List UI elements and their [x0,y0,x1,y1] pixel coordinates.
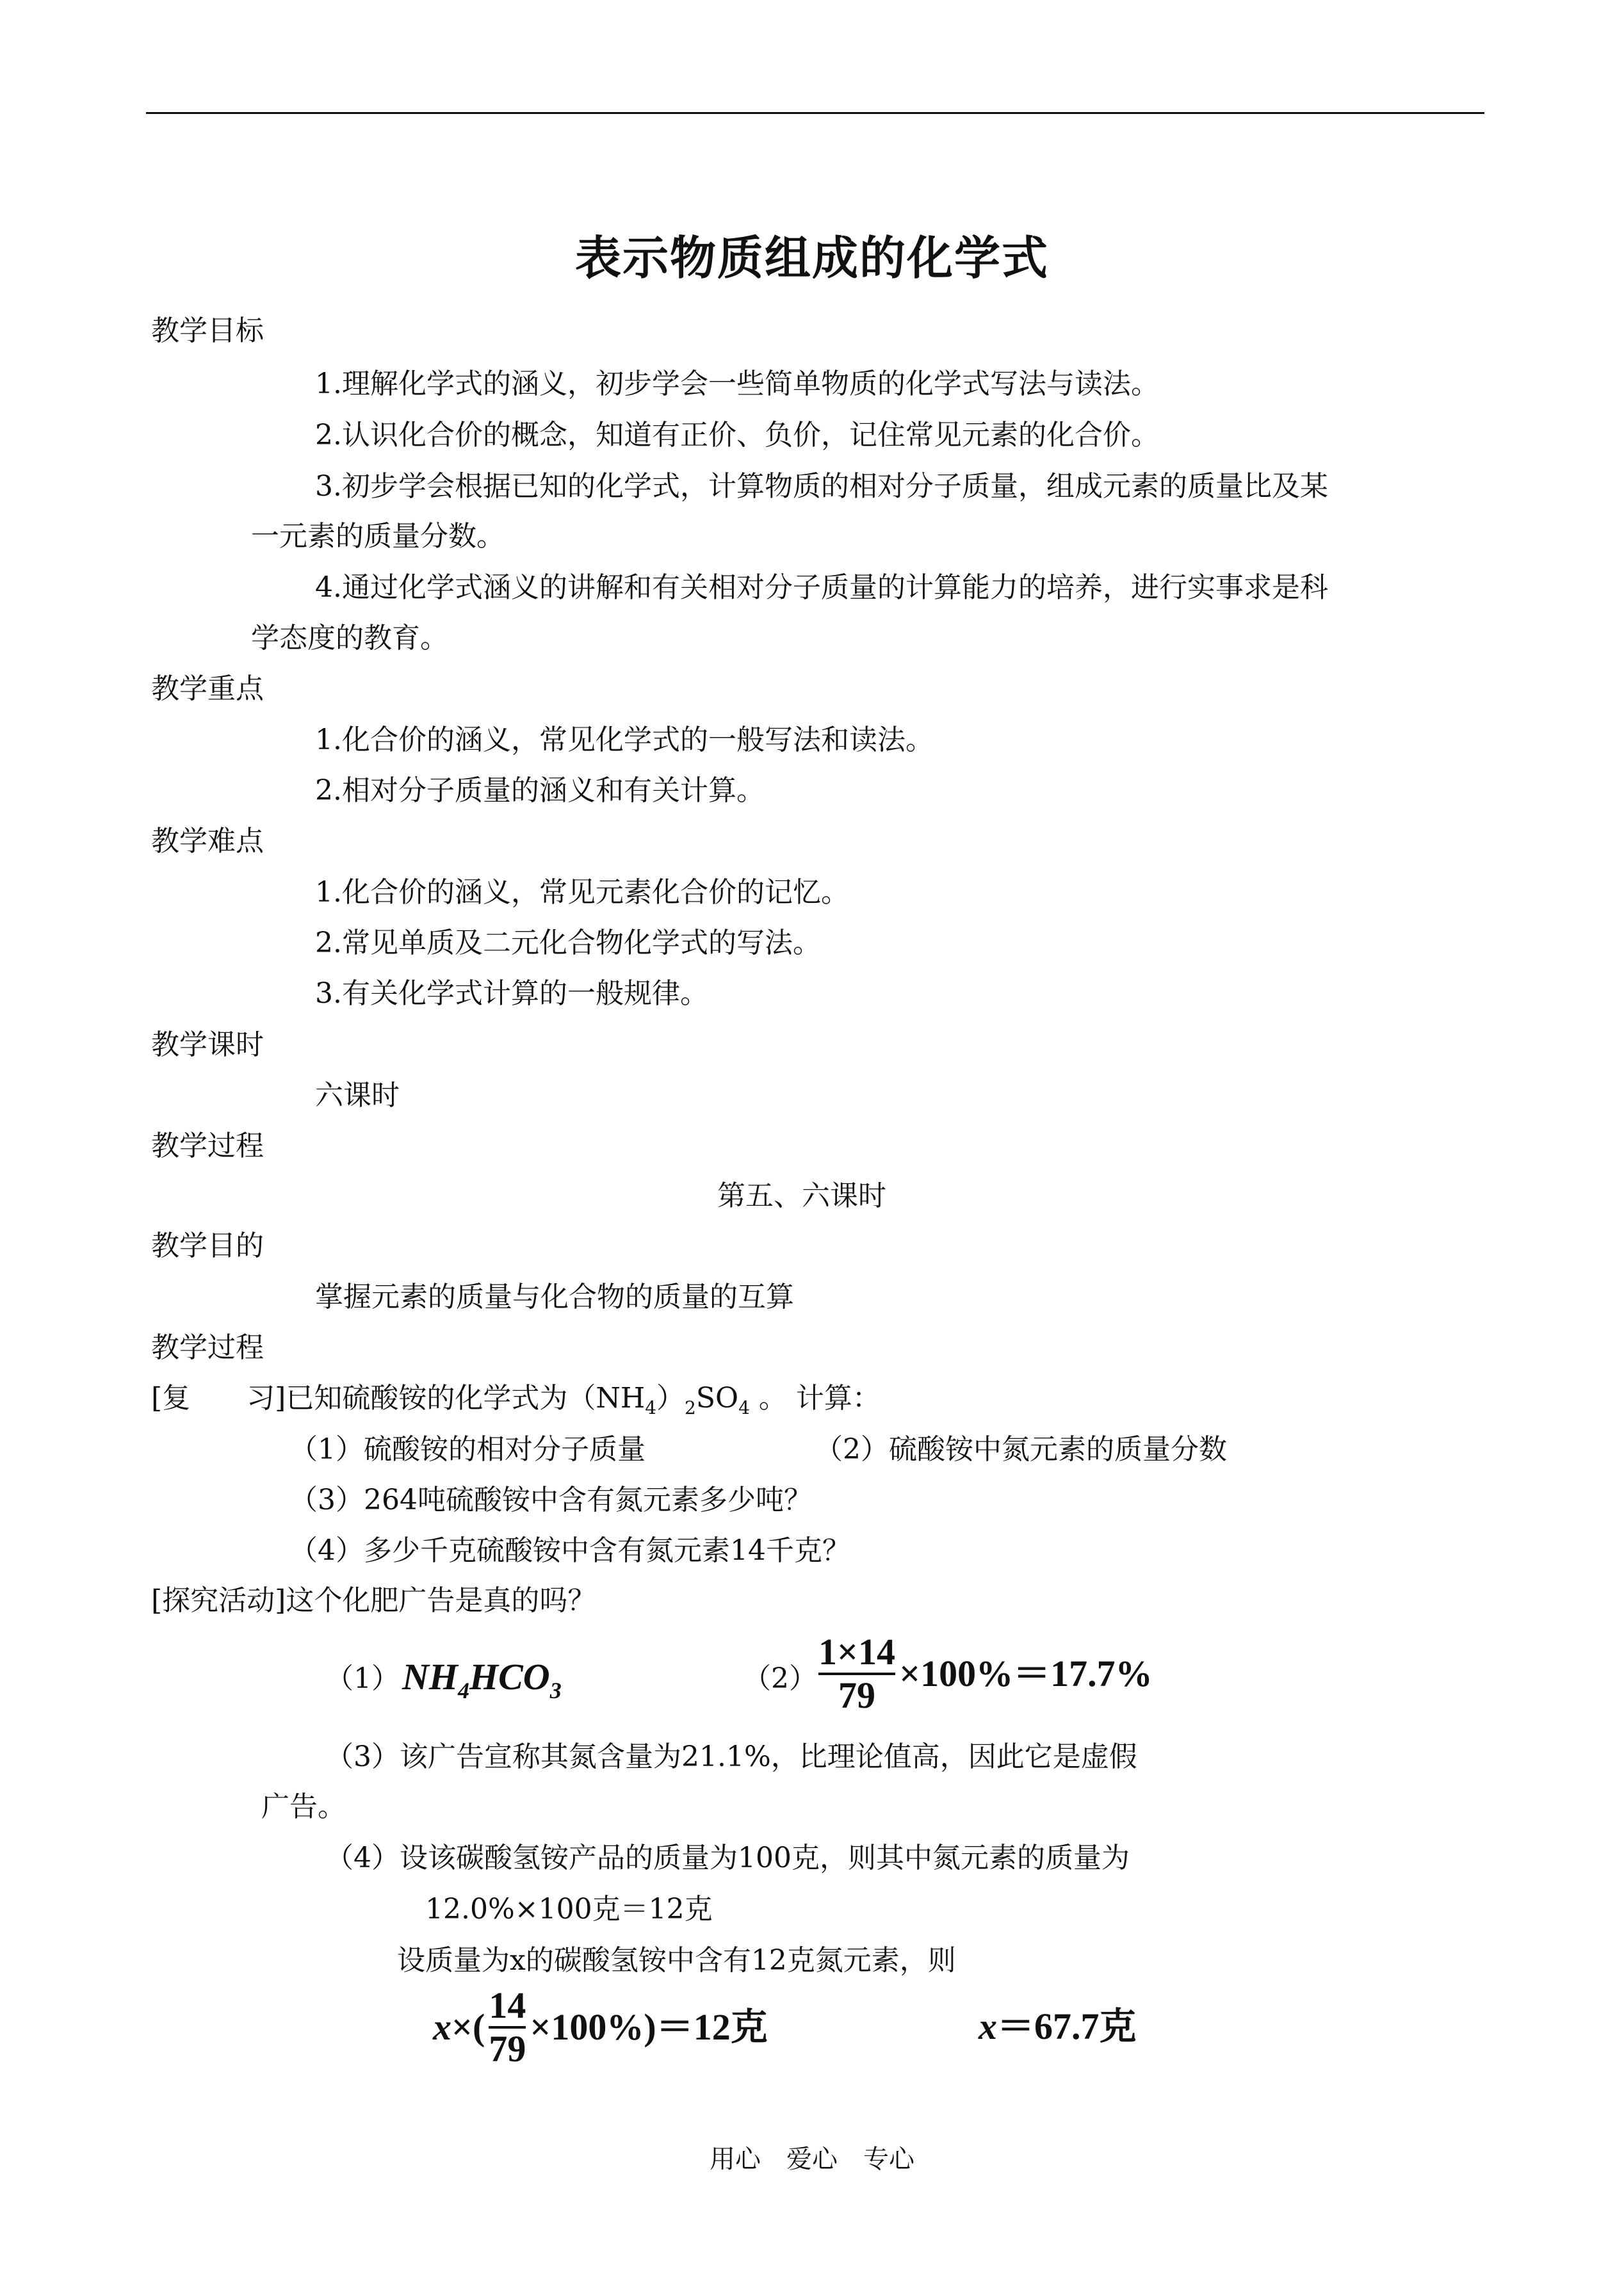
answer-2-numerator: 1×14 [818,1631,896,1673]
equation-2-x: x [978,2006,997,2047]
answer-2-rest: ×100%＝17.7% [899,1652,1153,1694]
answer-4-line-3: 设质量为x的碳酸氢铵中含有12克氮元素，则 [397,1944,956,1977]
process-heading: 教学过程 [151,1130,264,1162]
answer-3-line-2: 广告。 [261,1790,346,1823]
hours-heading: 教学课时 [151,1028,264,1061]
goal-item-3-cont: 一元素的质量分数。 [251,520,505,553]
equation-1-numerator: 14 [489,1984,526,2026]
review-question-4: （4）多少千克硫酸铵中含有氮元素14千克？ [289,1534,850,1567]
answer-2-label: （2） [743,1662,817,1695]
equation-1-fraction [489,1985,526,2070]
process2-heading: 教学过程 [151,1331,264,1364]
answer-1-formula [402,1658,562,1702]
review-question-3: （3）264吨硫酸铵中含有氮元素多少吨？ [289,1484,812,1516]
goals-heading: 教学目标 [151,314,264,347]
key-point-2: 2.相对分子质量的涵义和有关计算。 [315,774,765,807]
equation-1-post: ×100%)＝12克 [530,2006,768,2048]
difficulty-2: 2.常见单质及二元化合物化学式的写法。 [315,927,821,959]
review-sub-1: 4 [645,1397,657,1418]
page-title: 表示物质组成的化学式 [574,231,1049,285]
formula-part-1: NH [402,1656,458,1698]
goal-item-2: 2.认识化合价的概念，知道有正价、负价，记住常见元素的化合价。 [315,419,1159,451]
formula-sub-2: 3 [549,1678,562,1703]
goal-item-4-cont: 学态度的教育。 [251,622,448,654]
review-text-c: SO [695,1382,739,1415]
answer-3-line-1: （3）该广告宣称其氮含量为21.1%，比理论值高，因此它是虚假 [325,1740,1137,1773]
purpose-value: 掌握元素的质量与化合物的质量的互算 [315,1281,794,1313]
key-points-heading: 教学重点 [151,672,264,705]
equation-1 [433,1985,768,2070]
equation-2 [978,2008,1137,2045]
explore-heading: [探究活动]这个化肥广告是真的吗？ [151,1584,596,1617]
equation-1-x: x [433,2006,451,2048]
review-tag: [复 习] [151,1382,286,1415]
session-title: 第五、六课时 [717,1180,886,1212]
review-line [151,1384,881,1417]
formula-part-2: HCO [469,1656,550,1698]
answer-4-line-2: 12.0%×100克＝12克 [425,1893,713,1926]
review-text-b: ） [656,1382,685,1415]
review-text-a: 已知硫酸铵的化学式为（NH [286,1382,646,1415]
review-question-2: （2）硫酸铵中氮元素的质量分数 [815,1433,1227,1466]
hours-value: 六课时 [315,1079,400,1112]
equation-1-mid: ×( [451,2006,485,2048]
purpose-heading: 教学目的 [151,1229,264,1262]
answer-1-label: （1） [325,1662,400,1695]
difficulties-heading: 教学难点 [151,825,264,857]
formula-sub-1: 4 [458,1678,469,1703]
goal-item-1: 1.理解化学式的涵义，初步学会一些简单物质的化学式写法与读法。 [315,368,1159,400]
difficulty-3: 3.有关化学式计算的一般规律。 [315,977,708,1010]
answer-2-expression [815,1632,1153,1716]
page-footer: 用心 爱心 专心 [710,2145,914,2174]
header-rule [146,112,1484,114]
answer-4-line-1: （4）设该碳酸氢铵产品的质量为100克，则其中氮元素的质量为 [325,1842,1130,1874]
equation-2-rest: ＝67.7克 [997,2006,1137,2047]
goal-item-3: 3.初步学会根据已知的化学式，计算物质的相对分子质量，组成元素的质量比及某 [315,470,1328,503]
review-text-d: 。 计算： [749,1382,881,1415]
review-sub-3: 4 [738,1397,750,1418]
answer-2-fraction [818,1632,895,1716]
difficulty-1: 1.化合价的涵义，常见元素化合价的记忆。 [315,876,849,909]
equation-1-denominator: 79 [489,2027,526,2070]
review-sub-2: 2 [685,1397,696,1418]
key-point-1: 1.化合价的涵义，常见化学式的一般写法和读法。 [315,724,934,756]
goal-item-4: 4.通过化学式涵义的讲解和有关相对分子质量的计算能力的培养，进行实事求是科 [315,571,1328,604]
review-question-1: （1）硫酸铵的相对分子质量 [289,1433,646,1466]
answer-2-denominator: 79 [838,1674,876,1716]
